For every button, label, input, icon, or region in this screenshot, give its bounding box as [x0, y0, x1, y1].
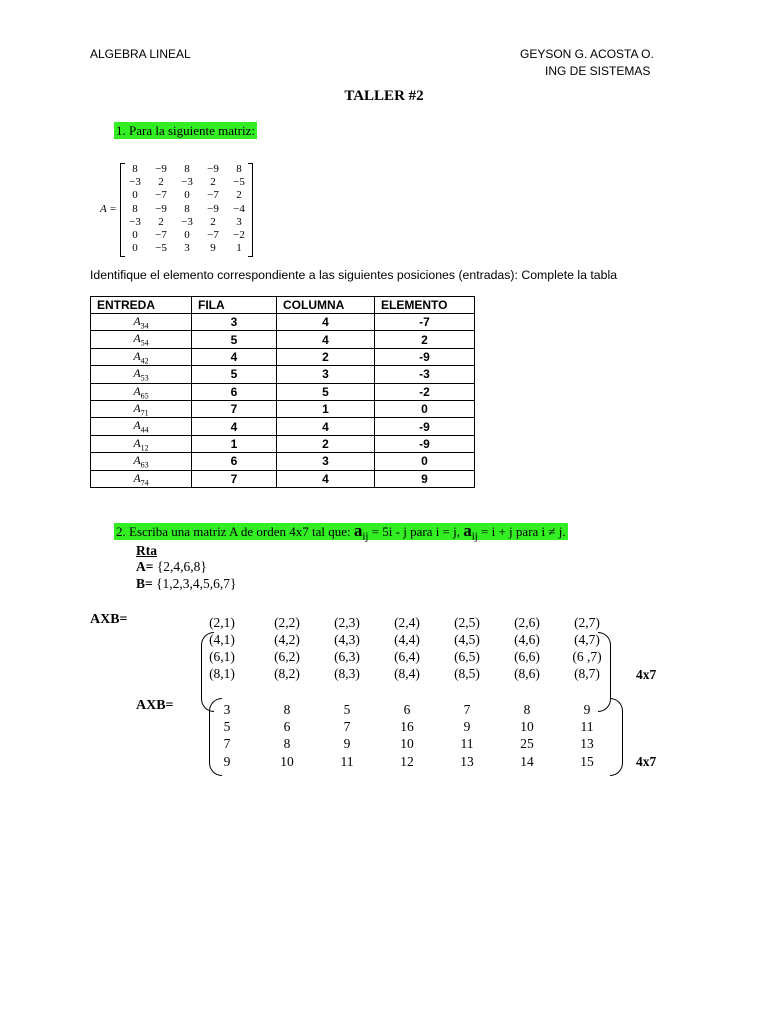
- pair-cell: (4,2): [274, 632, 300, 647]
- matrix-cell: 0: [184, 189, 190, 202]
- table-cell-elem: -3: [375, 366, 475, 383]
- pair-cell: (6,4): [394, 649, 420, 664]
- value-cell: 13: [580, 736, 594, 751]
- answer-label: Rta: [136, 543, 157, 558]
- pair-cell: (4,3): [334, 632, 360, 647]
- pair-cell: (8,1): [209, 666, 235, 681]
- table-cell-elem: 0: [375, 400, 475, 417]
- pair-cell: (6,5): [454, 649, 480, 664]
- matrix-cell: 2: [158, 176, 164, 189]
- table-cell-fila: 6: [192, 383, 277, 400]
- value-cell: 8: [283, 702, 291, 717]
- table-row: [91, 418, 475, 435]
- aij-subscript: ij: [362, 530, 369, 543]
- matrix-cell: −9: [155, 202, 167, 215]
- table-cell-col: 4: [277, 470, 375, 487]
- values-right-paren: [610, 698, 623, 776]
- pair-cell: (4,1): [209, 632, 235, 647]
- pair-cell: (8,7): [574, 666, 600, 681]
- aij-symbol: a: [463, 521, 472, 540]
- matrix-cell: 8: [236, 163, 242, 175]
- header-author: GEYSON G. ACOSTA O.: [520, 47, 654, 61]
- matrix-cell: −3: [129, 176, 141, 189]
- table-cell-elem: 0: [375, 453, 475, 470]
- matrix-cell: −7: [207, 189, 219, 202]
- matrix-label: A =: [100, 203, 117, 215]
- value-cell: 9: [223, 754, 231, 769]
- col-header-fila: FILA: [192, 297, 277, 314]
- value-cell: 11: [340, 754, 354, 769]
- table-cell-fila: 6: [192, 453, 277, 470]
- table-cell-entry: [91, 314, 192, 331]
- entry-symbol: $A_{63}$: [133, 453, 149, 470]
- pair-cell: (2,5): [454, 615, 480, 630]
- pair-cell: (4,5): [454, 632, 480, 647]
- value-cell: 10: [520, 719, 534, 734]
- value-cell: 10: [280, 754, 294, 769]
- order-label-values: 4x7: [636, 754, 657, 769]
- value-cell: 7: [463, 702, 471, 717]
- matrix-cell: 2: [236, 189, 242, 202]
- table-cell-elem: -2: [375, 383, 475, 400]
- col-header-entrada: ENTREDA: [91, 297, 192, 314]
- table-cell-entry: [91, 470, 192, 487]
- matrix-cell: 3: [184, 242, 190, 255]
- pair-cell: (4,4): [394, 632, 420, 647]
- table-cell-entry: [91, 418, 192, 435]
- table-cell-entry: [91, 453, 192, 470]
- table-cell-col: 3: [277, 453, 375, 470]
- matrix-cell: 3: [236, 215, 242, 228]
- entry-symbol: $A_{54}$: [133, 331, 149, 348]
- value-cell: 9: [343, 736, 351, 751]
- matrix-cell: 1: [236, 242, 242, 255]
- table-cell-fila: 5: [192, 331, 277, 348]
- matrix-a: [122, 163, 252, 255]
- q1-prompt: 1. Para la siguiente matriz:: [116, 123, 255, 138]
- table-cell-col: 3: [277, 366, 375, 383]
- matrix-cell: −7: [155, 189, 167, 202]
- value-cell: 14: [520, 754, 534, 769]
- pair-cell: (8,5): [454, 666, 480, 681]
- table-cell-entry: [91, 331, 192, 348]
- table-row: [91, 348, 475, 365]
- pair-cell: (8,3): [334, 666, 360, 681]
- pair-cell: (2,7): [574, 615, 600, 630]
- value-cell: 9: [463, 719, 471, 734]
- matrix-cell: −9: [155, 163, 167, 175]
- set-a: A= {2,4,6,8}: [136, 559, 207, 574]
- order-label-pairs: 4x7: [636, 667, 657, 682]
- matrix-cell: 8: [132, 202, 138, 215]
- matrix-cell: −3: [181, 215, 193, 228]
- table-cell-fila: 4: [192, 418, 277, 435]
- table-row: [91, 331, 475, 348]
- axb-label-values: AXB=: [136, 698, 174, 713]
- aij-subscript: ij: [471, 530, 478, 543]
- pair-cell: (8,2): [274, 666, 300, 681]
- header-course: ALGEBRA LINEAL: [90, 47, 191, 61]
- table-cell-elem: 2: [375, 331, 475, 348]
- table-cell-fila: 4: [192, 348, 277, 365]
- matrix-cell: 8: [184, 202, 190, 215]
- table-cell-col: 5: [277, 383, 375, 400]
- pair-cell: (2,1): [209, 615, 235, 630]
- entries-table-wrap: [90, 296, 475, 488]
- pairs-left-paren: [201, 632, 214, 712]
- table-row: [91, 435, 475, 452]
- matrix-cell: −9: [207, 202, 219, 215]
- matrix-cell: 8: [132, 163, 138, 175]
- value-cell: 6: [283, 719, 291, 734]
- value-cell: 6: [403, 702, 411, 717]
- value-cell: 12: [400, 754, 414, 769]
- table-cell-elem: -9: [375, 435, 475, 452]
- matrix-cell: 2: [158, 215, 164, 228]
- matrix-cell: −3: [181, 176, 193, 189]
- pair-cell: (4,7): [574, 632, 600, 647]
- table-row: [91, 383, 475, 400]
- pair-cell: (2,4): [394, 615, 420, 630]
- table-row: [91, 470, 475, 487]
- value-cell: 25: [520, 736, 534, 751]
- table-cell-fila: 7: [192, 470, 277, 487]
- value-cell: 7: [343, 719, 351, 734]
- pair-cell: (6,3): [334, 649, 360, 664]
- table-cell-entry: [91, 348, 192, 365]
- matrix-cell: 0: [132, 229, 138, 242]
- table-header-row: [91, 297, 475, 314]
- matrix-cell: 2: [210, 176, 216, 189]
- values-left-paren: [209, 698, 222, 776]
- value-cell: 5: [343, 702, 351, 717]
- pair-cell: (2,3): [334, 615, 360, 630]
- value-cell: 7: [223, 736, 231, 751]
- table-cell-elem: -9: [375, 348, 475, 365]
- table-row: [91, 453, 475, 470]
- matrix-cell: 0: [184, 229, 190, 242]
- pair-cell: (6,6): [514, 649, 540, 664]
- table-cell-entry: [91, 366, 192, 383]
- entry-symbol: $A_{42}$: [133, 348, 149, 366]
- matrix-cell: 9: [210, 242, 216, 255]
- table-cell-col: 4: [277, 418, 375, 435]
- pair-cell: (6 ,7): [572, 649, 602, 664]
- entry-symbol: $A_{12}$: [133, 435, 149, 453]
- table-cell-entry: [91, 383, 192, 400]
- value-cell: 15: [580, 754, 594, 769]
- q2-prompt-text: 2. Escriba una matriz A de orden 4x7 tal que:: [116, 524, 351, 539]
- pair-cell: (6,1): [209, 649, 235, 664]
- aij-symbol: a: [353, 521, 363, 540]
- table-cell-fila: 7: [192, 400, 277, 417]
- table-cell-entry: [91, 400, 192, 417]
- table-cell-col: 4: [277, 314, 375, 331]
- matrix-cell: −3: [129, 215, 141, 228]
- table-cell-fila: 3: [192, 314, 277, 331]
- q1-instruction: Identifique el elemento correspondiente a las siguientes posiciones (entradas): Complete la tabla: [90, 268, 618, 282]
- q2-rule-offdiagonal: = i + j para i ≠ j.: [477, 524, 566, 539]
- matrix-cell: 0: [132, 189, 138, 202]
- table-row: [91, 366, 475, 383]
- matrix-cell: −5: [155, 242, 167, 255]
- col-header-columna: COLUMNA: [277, 297, 375, 314]
- pair-cell: (8,4): [394, 666, 420, 681]
- value-cell: 13: [460, 754, 474, 769]
- table-cell-col: 1: [277, 400, 375, 417]
- table-cell-elem: 9: [375, 470, 475, 487]
- q2-rule-diagonal: = 5i - j para i = j,: [368, 524, 460, 539]
- table-row: [91, 314, 475, 331]
- entry-symbol: $A_{44}$: [133, 418, 149, 435]
- page-title: TALLER #2: [344, 88, 424, 104]
- pair-cell: (8,6): [514, 666, 540, 681]
- table-cell-col: 4: [277, 331, 375, 348]
- table-cell-col: 2: [277, 348, 375, 365]
- matrix-cell: −4: [233, 202, 245, 215]
- value-cell: 5: [223, 719, 231, 734]
- entry-symbol: $A_{65}$: [133, 383, 149, 400]
- entry-symbol: $A_{71}$: [133, 400, 149, 418]
- col-header-elemento: ELEMENTO: [375, 297, 475, 314]
- pair-cell: (6,2): [274, 649, 300, 664]
- table-cell-fila: 1: [192, 435, 277, 452]
- header-program: ING DE SISTEMAS: [545, 64, 651, 78]
- set-b: B= {1,2,3,4,5,6,7}: [136, 576, 237, 591]
- value-cell: 11: [460, 736, 474, 751]
- entries-table: [90, 296, 475, 488]
- value-cell: 8: [523, 702, 531, 717]
- matrix-cell: 8: [184, 163, 190, 175]
- table-row: [91, 400, 475, 417]
- entry-symbol: $A_{34}$: [133, 314, 149, 331]
- table-cell-fila: 5: [192, 366, 277, 383]
- pair-cell: (2,2): [274, 615, 300, 630]
- value-cell: 10: [400, 736, 414, 751]
- value-cell: 11: [580, 719, 594, 734]
- matrix-cell: 0: [132, 242, 138, 255]
- value-cell: 16: [400, 719, 414, 734]
- q2-prompt: [114, 521, 568, 543]
- value-cell: 9: [583, 702, 591, 717]
- matrix-cell: −2: [233, 229, 245, 242]
- matrix-cell: −7: [155, 229, 167, 242]
- value-cell: 3: [223, 702, 231, 717]
- matrix-cell: −9: [207, 163, 219, 175]
- pair-cell: (4,6): [514, 632, 540, 647]
- table-cell-elem: -9: [375, 418, 475, 435]
- matrix-cell: −5: [233, 176, 245, 189]
- matrix-cell: −7: [207, 229, 219, 242]
- entry-symbol: $A_{74}$: [133, 470, 149, 487]
- matrix-cell: 2: [210, 215, 216, 228]
- axb-label: AXB=: [90, 612, 128, 627]
- value-cell: 8: [283, 736, 291, 751]
- table-cell-col: 2: [277, 435, 375, 452]
- table-cell-entry: [91, 435, 192, 452]
- pair-cell: (2,6): [514, 615, 540, 630]
- entry-symbol: $A_{53}$: [133, 366, 149, 383]
- table-cell-elem: -7: [375, 314, 475, 331]
